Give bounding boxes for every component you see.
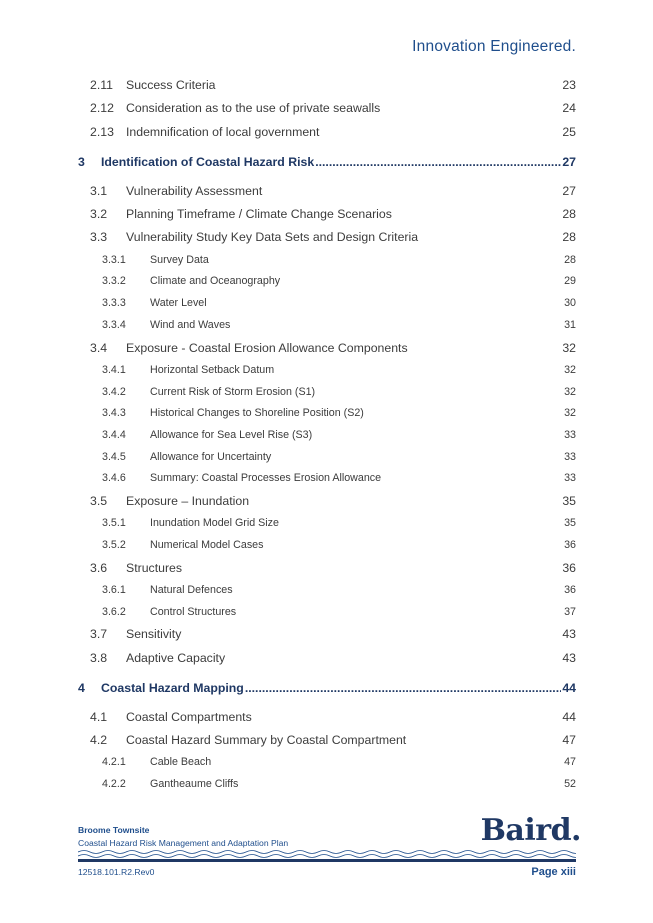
toc-entry[interactable] — [78, 774, 576, 796]
toc-entry[interactable] — [78, 403, 576, 425]
toc-title: Consideration as to the use of private seawalls — [126, 101, 381, 116]
toc-number: 2.12 — [90, 101, 114, 116]
toc-page-number: 35 — [564, 517, 576, 530]
toc-page-number: 24 — [562, 101, 576, 116]
toc-title: Survey Data — [150, 253, 209, 266]
toc-page-number: 33 — [564, 472, 576, 485]
toc-page-number: 23 — [562, 78, 576, 92]
toc-title: Wind and Waves — [150, 318, 231, 331]
toc-number: 3.4.6 — [102, 472, 126, 485]
toc-number: 2.13 — [90, 124, 114, 139]
toc-title: Numerical Model Cases — [150, 538, 264, 551]
toc-entry[interactable] — [78, 360, 576, 382]
toc-entry[interactable] — [78, 226, 576, 249]
toc-title: Natural Defences — [150, 583, 233, 596]
toc-page-number: 36 — [564, 538, 576, 551]
toc-entry[interactable] — [78, 203, 576, 226]
toc-entry[interactable] — [78, 490, 576, 513]
toc-number: 3.3.1 — [102, 253, 126, 266]
toc-number: 3.3 — [90, 230, 108, 245]
toc-section-heading[interactable] — [78, 150, 576, 174]
toc-page-number: 47 — [564, 756, 576, 769]
toc-entry[interactable] — [78, 706, 576, 729]
toc-number: 4.2 — [90, 733, 108, 748]
toc-page-number: 28 — [562, 207, 576, 222]
toc-number: 3.4 — [90, 340, 108, 355]
toc-number: 3 — [78, 154, 85, 169]
wave-divider — [78, 849, 576, 865]
toc-page-number: 28 — [564, 253, 576, 266]
toc-number: 4.2.1 — [102, 756, 126, 769]
toc-number: 4 — [78, 680, 85, 695]
toc-page-number: 32 — [564, 363, 576, 376]
toc-title: Structures — [126, 560, 183, 575]
toc-number: 3.4.3 — [102, 407, 126, 420]
toc-title: Summary: Coastal Processes Erosion Allowance — [150, 472, 382, 485]
toc-title: Sensitivity — [126, 627, 182, 642]
toc-number: 3.6.1 — [102, 583, 126, 596]
toc-number: 3.5.1 — [102, 517, 126, 530]
toc-entry[interactable] — [78, 180, 576, 203]
toc-number: 3.5 — [90, 493, 108, 508]
toc-entry[interactable] — [78, 293, 576, 315]
toc-number: 3.5.2 — [102, 538, 126, 551]
toc-entry[interactable] — [78, 729, 576, 752]
toc-title: Horizontal Setback Datum — [150, 363, 275, 376]
toc-entry[interactable] — [78, 337, 576, 360]
toc-entry[interactable] — [78, 250, 576, 272]
toc-number: 3.4.2 — [102, 385, 126, 398]
toc-leader-dots — [315, 150, 561, 174]
toc-number: 3.3.4 — [102, 318, 126, 331]
toc-title: Adaptive Capacity — [126, 650, 226, 665]
toc-entry[interactable] — [78, 752, 576, 774]
toc-title: Cable Beach — [150, 756, 212, 769]
toc-section-heading[interactable] — [78, 676, 576, 700]
toc-title: Coastal Hazard Summary by Coastal Compartment — [126, 733, 407, 748]
toc-page-number: 31 — [564, 318, 576, 331]
toc-number: 3.1 — [90, 183, 108, 198]
toc-title: Control Structures — [150, 605, 237, 618]
toc-number: 3.2 — [90, 207, 108, 222]
toc-entry[interactable] — [78, 74, 576, 97]
toc-page-number: 30 — [564, 297, 576, 310]
footer-title: Broome Townsite — [78, 825, 150, 835]
page-number: Page xiii — [531, 866, 576, 878]
toc-page-number: 52 — [564, 778, 576, 791]
toc-page-number: 33 — [564, 428, 576, 441]
toc-number: 3.4.5 — [102, 450, 126, 463]
toc-title: Allowance for Sea Level Rise (S3) — [150, 428, 313, 441]
toc-entry[interactable] — [78, 121, 576, 144]
baird-logo: Baird. — [480, 813, 581, 848]
toc-page-number: 44 — [562, 680, 576, 695]
toc-title: Exposure - Coastal Erosion Allowance Components — [126, 340, 408, 355]
toc-number: 3.7 — [90, 627, 108, 642]
toc-title: Coastal Hazard Mapping — [101, 680, 244, 695]
toc-title: Climate and Oceanography — [150, 275, 281, 288]
toc-title: Current Risk of Storm Erosion (S1) — [150, 385, 316, 398]
toc-number: 3.4.4 — [102, 428, 126, 441]
toc-page-number: 36 — [564, 583, 576, 596]
toc-title: Water Level — [150, 297, 207, 310]
toc-title: Vulnerability Study Key Data Sets and Design Criteria — [126, 230, 419, 245]
toc-page-number: 27 — [562, 183, 576, 198]
toc-entry[interactable] — [78, 468, 576, 490]
toc-page-number: 37 — [564, 605, 576, 618]
toc-entry[interactable] — [78, 97, 576, 120]
header-tagline: Innovation Engineered. — [412, 38, 576, 55]
toc-entry[interactable] — [78, 580, 576, 602]
toc-entry[interactable] — [78, 535, 576, 557]
toc-title: Historical Changes to Shoreline Position (S2) — [150, 407, 364, 420]
toc-entry[interactable] — [78, 647, 576, 670]
toc-entry[interactable] — [78, 602, 576, 624]
toc-title: Planning Timeframe / Climate Change Scenarios — [126, 207, 392, 222]
toc-entry[interactable] — [78, 315, 576, 337]
toc-entry[interactable] — [78, 425, 576, 447]
toc-entry[interactable] — [78, 513, 576, 535]
toc-number: 3.6.2 — [102, 605, 126, 618]
toc-page-number: 25 — [562, 124, 576, 139]
toc-title: Success Criteria — [126, 78, 216, 92]
toc-page-number: 33 — [564, 450, 576, 463]
toc-title: Inundation Model Grid Size — [150, 517, 279, 530]
toc-title: Exposure – Inundation — [126, 493, 250, 508]
toc-page-number: 29 — [564, 275, 576, 288]
toc-page-number: 28 — [562, 230, 576, 245]
toc-entry[interactable] — [78, 382, 576, 404]
toc-number: 3.3.2 — [102, 275, 126, 288]
toc-entry[interactable] — [78, 447, 576, 469]
toc-number: 3.8 — [90, 650, 108, 665]
toc-number: 2.11 — [90, 78, 114, 92]
toc-page-number: 47 — [562, 733, 576, 748]
toc-page-number: 32 — [564, 385, 576, 398]
toc-title: Coastal Compartments — [126, 709, 252, 724]
footer-project-info — [78, 824, 288, 850]
toc-number: 4.2.2 — [102, 778, 126, 791]
toc-number: 3.6 — [90, 560, 108, 575]
toc-leader-dots — [245, 676, 562, 700]
toc-page-number: 36 — [562, 560, 576, 575]
toc-entry[interactable] — [78, 271, 576, 293]
toc-number: 4.1 — [90, 709, 108, 724]
toc-title: Vulnerability Assessment — [126, 183, 263, 198]
toc-page-number: 44 — [562, 709, 576, 724]
toc-page-number: 43 — [562, 627, 576, 642]
toc-number: 3.4.1 — [102, 363, 126, 376]
table-of-contents — [78, 74, 576, 796]
toc-entry[interactable] — [78, 557, 576, 580]
toc-page-number: 35 — [562, 493, 576, 508]
toc-page-number: 32 — [562, 340, 576, 355]
toc-title: Gantheaume Cliffs — [150, 778, 239, 791]
footer-subtitle: Coastal Hazard Risk Management and Adaptation Plan — [78, 838, 289, 848]
toc-page-number: 27 — [562, 154, 576, 169]
document-reference: 12518.101.R2.Rev0 — [78, 867, 155, 877]
toc-title: Identification of Coastal Hazard Risk — [101, 154, 315, 169]
toc-page-number: 43 — [562, 650, 576, 665]
toc-title: Allowance for Uncertainty — [150, 450, 272, 463]
toc-number: 3.3.3 — [102, 297, 126, 310]
toc-entry[interactable] — [78, 623, 576, 646]
toc-title: Indemnification of local government — [126, 124, 320, 139]
toc-page-number: 32 — [564, 407, 576, 420]
